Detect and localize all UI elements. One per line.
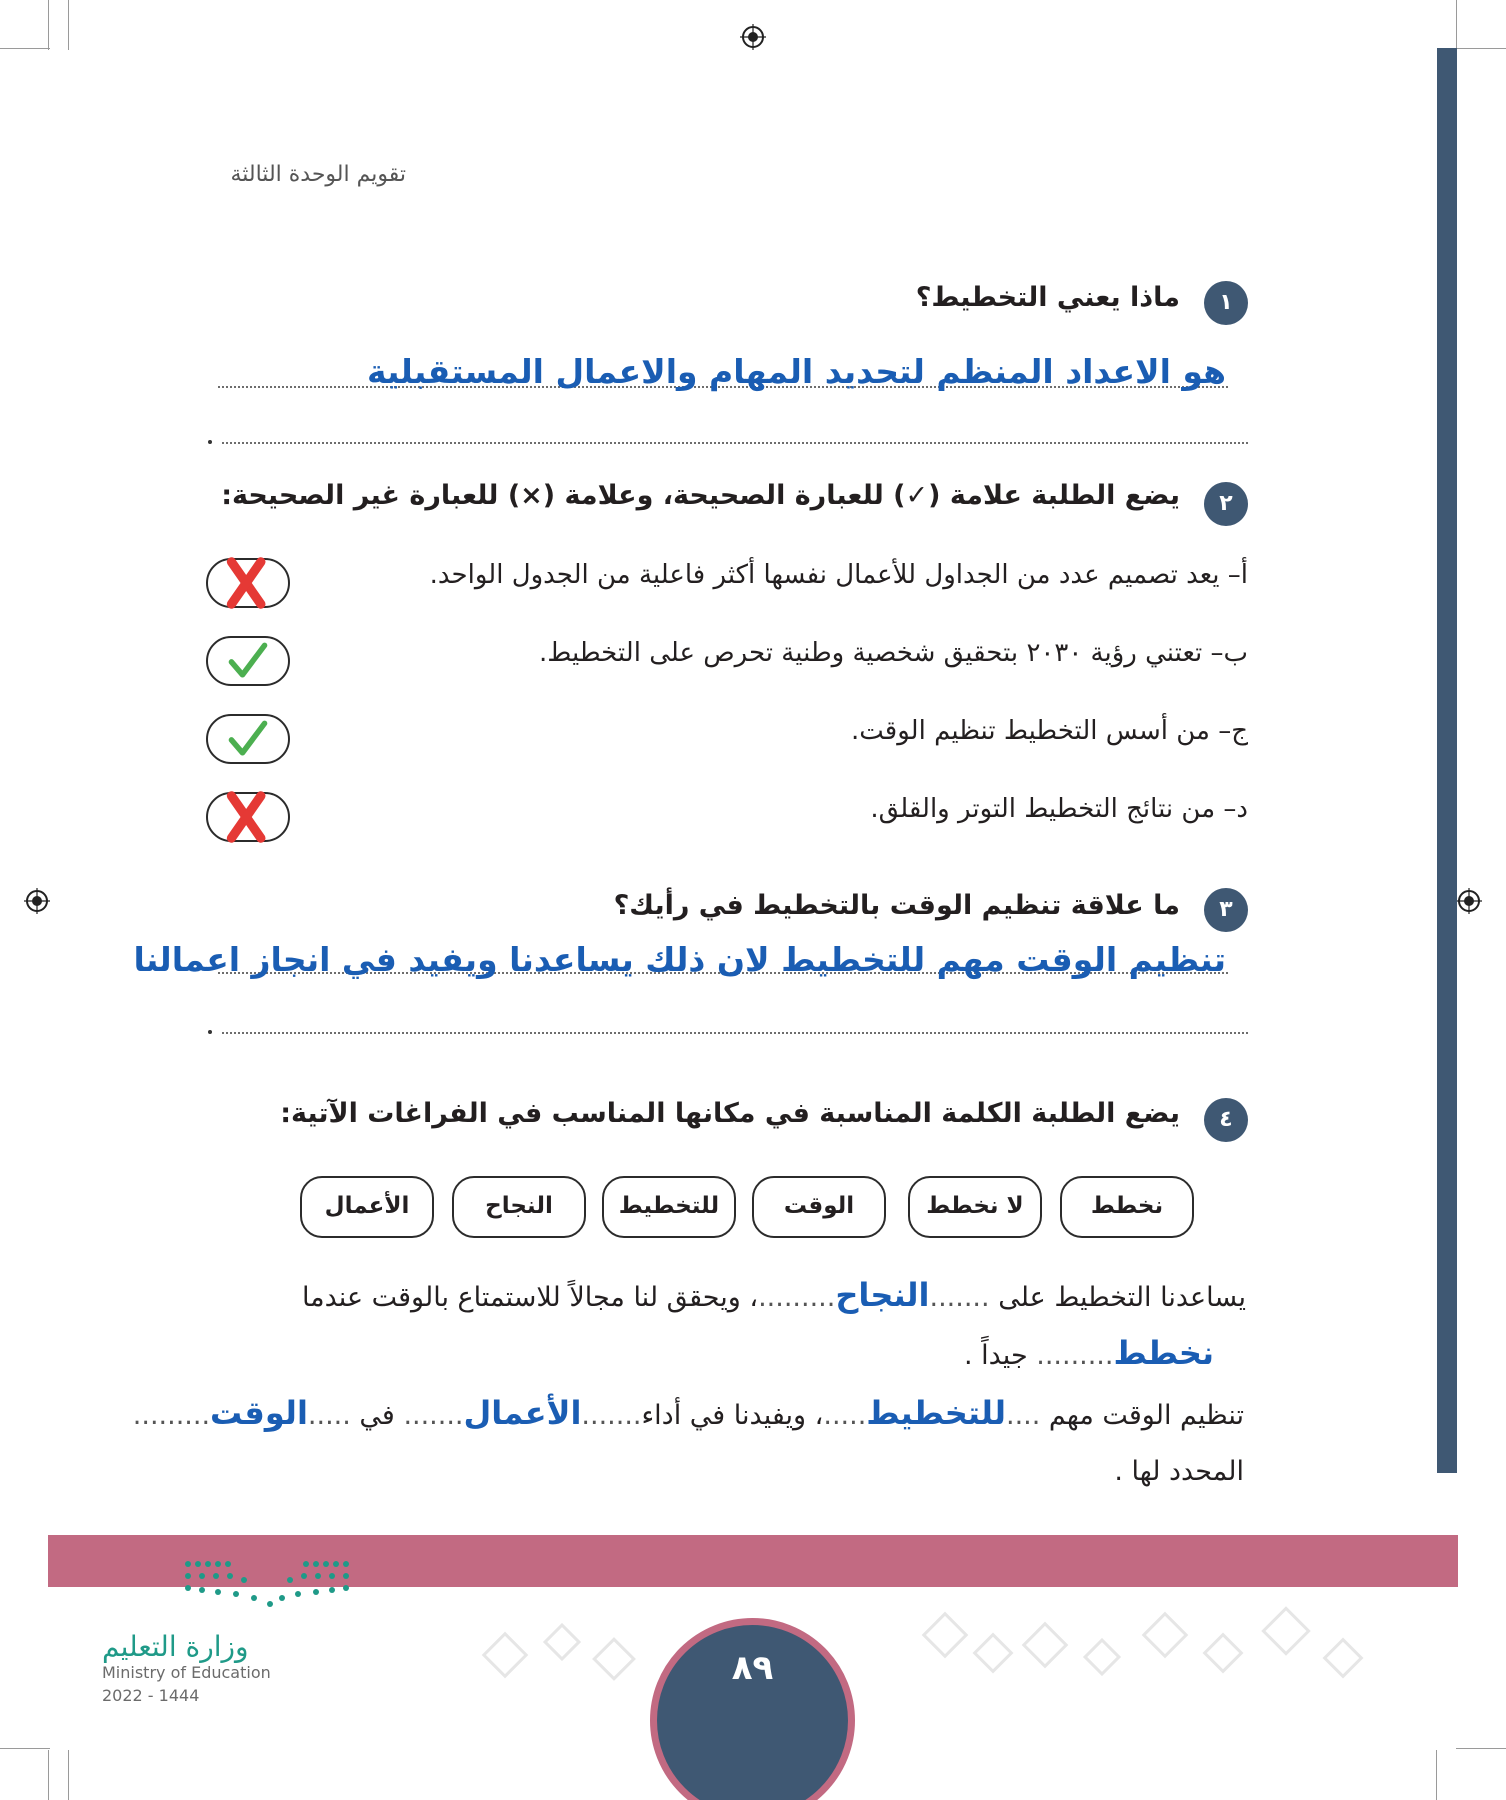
fill-sentence-1-line-1: يساعدنا التخطيط على .......النجاح.........، ويحقق لنا مجالاً للاستمتاع بالوقت عندما xyxy=(301,1276,1246,1314)
check-mark-icon xyxy=(208,638,288,684)
check-mark-icon xyxy=(208,716,288,762)
statement-d: د– من نتائج التخطيط التوتر والقلق. xyxy=(870,794,1248,824)
fill-text: جيداً . xyxy=(963,1340,1028,1371)
question-number-badge: ٣ xyxy=(1204,888,1248,932)
crop-mark xyxy=(68,0,69,50)
cross-mark-icon xyxy=(208,794,288,840)
registration-mark-icon xyxy=(24,888,50,914)
statement-b: ب– تعتني رؤية ٢٠٣٠ بتحقيق شخصية وطنية تحرص على التخطيط. xyxy=(539,638,1248,668)
question-number-badge: ٢ xyxy=(1204,482,1248,526)
statement-c: ج– من أسس التخطيط تنظيم الوقت. xyxy=(851,716,1248,746)
cross-mark-icon xyxy=(208,560,288,606)
line-end-dot xyxy=(208,1030,212,1034)
statement-a: أ– يعد تصميم عدد من الجداول للأعمال نفسها أكثر فاعلية من الجدول الواحد. xyxy=(429,560,1248,590)
question-2-text: يضع الطلبة علامة (✓) للعبارة الصحيحة، وعلامة (×) للعبارة غير الصحيحة: xyxy=(221,480,1180,511)
question-3-text: ما علاقة تنظيم الوقت بالتخطيط في رأيك؟ xyxy=(613,890,1180,921)
fill-answer: نخطط xyxy=(1113,1334,1214,1372)
crop-mark xyxy=(1436,1750,1437,1800)
unit-title: تقويم الوحدة الثالثة xyxy=(230,162,406,187)
fill-answer: الأعمال xyxy=(463,1394,582,1432)
word-bank-item: الأعمال xyxy=(300,1176,434,1238)
crop-mark xyxy=(0,48,50,49)
fill-text: في xyxy=(359,1400,395,1431)
side-accent-bar xyxy=(1437,48,1457,1473)
line-end-dot xyxy=(208,440,212,444)
answer-mark-box xyxy=(206,792,290,842)
crop-mark xyxy=(1456,1748,1506,1749)
registration-mark-icon xyxy=(740,24,766,50)
word-bank-item: الوقت xyxy=(752,1176,886,1238)
question-3-answer: تنظيم الوقت مهم للتخطيط لان ذلك يساعدنا ويفيد في انجاز اعمالنا xyxy=(133,940,1226,979)
decorative-pattern xyxy=(470,1600,1410,1690)
answer-line xyxy=(222,442,1248,444)
fill-sentence-2-line-1: تنظيم الوقت مهم ....للتخطيط.....، ويفيدنا في أداء.......الأعمال....... في .....الوقت......... xyxy=(132,1394,1244,1432)
question-1-answer: هو الاعداد المنظم لتحديد المهام والاعمال المستقبلية xyxy=(366,352,1226,391)
registration-mark-icon xyxy=(1456,888,1482,914)
ministry-name-english: Ministry of Education xyxy=(102,1663,271,1682)
word-bank-item: لا نخطط xyxy=(908,1176,1042,1238)
word-bank-item: النجاح xyxy=(452,1176,586,1238)
crop-mark xyxy=(48,0,49,50)
edition-year: 2022 - 1444 xyxy=(102,1686,200,1705)
crop-mark xyxy=(1456,48,1506,49)
ministry-logo-icon xyxy=(180,1558,355,1618)
fill-answer: النجاح xyxy=(835,1276,930,1314)
question-4-text: يضع الطلبة الكلمة المناسبة في مكانها المناسب في الفراغات الآتية: xyxy=(280,1098,1180,1129)
fill-sentence-1-line-2: نخطط......... جيداً . xyxy=(963,1334,1214,1372)
crop-mark xyxy=(48,1750,49,1800)
answer-line xyxy=(222,1032,1248,1034)
fill-answer: الوقت xyxy=(210,1394,308,1432)
fill-text: يساعدنا التخطيط على xyxy=(998,1282,1246,1313)
fill-text: ، ويفيدنا في أداء xyxy=(641,1400,824,1431)
question-number-badge: ١ xyxy=(1204,281,1248,325)
question-1-text: ماذا يعني التخطيط؟ xyxy=(915,282,1180,313)
answer-mark-box xyxy=(206,558,290,608)
fill-text: تنظيم الوقت مهم xyxy=(1048,1400,1244,1431)
ministry-name-arabic: وزارة التعليم xyxy=(102,1630,249,1663)
fill-sentence-2-line-2: المحدد لها . xyxy=(1114,1456,1244,1487)
answer-mark-box xyxy=(206,714,290,764)
page-number: ٨٩ xyxy=(731,1648,774,1688)
word-bank-item: للتخطيط xyxy=(602,1176,736,1238)
crop-mark xyxy=(68,1750,69,1800)
question-number-badge: ٤ xyxy=(1204,1098,1248,1142)
crop-mark xyxy=(0,1748,50,1749)
fill-answer: للتخطيط xyxy=(866,1394,1006,1432)
word-bank-item: نخطط xyxy=(1060,1176,1194,1238)
answer-mark-box xyxy=(206,636,290,686)
crop-mark xyxy=(1456,0,1457,50)
fill-text: ، ويحقق لنا مجالاً للاستمتاع بالوقت عندما xyxy=(301,1282,759,1313)
